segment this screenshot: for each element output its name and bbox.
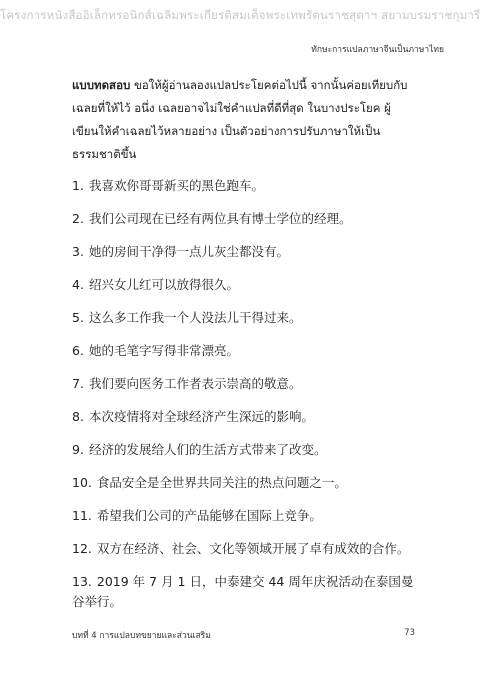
exercise-item bbox=[72, 341, 420, 374]
exercise-item bbox=[72, 176, 420, 209]
item-number: 3. bbox=[72, 244, 84, 259]
item-text: 希望我们公司的产品能够在国际上竞争。 bbox=[96, 508, 322, 523]
page-footer bbox=[72, 628, 415, 642]
item-number: 2. bbox=[72, 211, 84, 226]
item-number: 6. bbox=[72, 343, 84, 358]
exercise-item bbox=[72, 275, 420, 308]
exercise-item bbox=[72, 440, 420, 473]
item-number: 9. bbox=[72, 442, 84, 457]
exercise-item bbox=[72, 539, 420, 572]
exercise-heading: แบบทดสอบ bbox=[72, 78, 131, 92]
exercise-item bbox=[72, 506, 420, 539]
exercise-instruction-text: ขอให้ผู้อ่านลองแปลประโยคต่อไปนี้ จากนั้นค่อยเทียบกับเฉลยที่ให้ไว้ อนึ่ง เฉลยอาจไม่ใช่คำแปลที่ดีที่สุด ในบางประโยค ผู้เขียนให้คำเฉลยไว้หลายอย่าง เป็นตัวอย่างการปรับภาษาให้เป็นธรรมชาติขึ้น bbox=[72, 78, 408, 161]
exercise-item bbox=[72, 209, 420, 242]
item-text: 我喜欢你哥哥新买的黑色跑车。 bbox=[88, 178, 264, 193]
running-head: ทักษะการแปลภาษาจีนเป็นภาษาไทย bbox=[311, 45, 444, 55]
item-text: 2019 年 7 月 1 日，中泰建交 44 周年庆祝活动在泰国曼谷举行。 bbox=[72, 574, 414, 609]
item-text: 这么多工作我一个人没法儿干得过来。 bbox=[88, 310, 302, 325]
exercise-item bbox=[72, 242, 420, 275]
item-number: 1. bbox=[72, 178, 84, 193]
item-number: 10. bbox=[72, 475, 92, 490]
exercise-item bbox=[72, 374, 420, 407]
footer-chapter-title: บทที่ 4 การแปลบทขยายและส่วนเสริม bbox=[72, 631, 211, 641]
page-number: 73 bbox=[404, 628, 415, 638]
item-number: 12. bbox=[72, 541, 92, 556]
item-text: 双方在经济、社会、文化等领域开展了卓有成效的合作。 bbox=[96, 541, 410, 556]
item-text: 本次疫情将对全球经济产生深远的影响。 bbox=[88, 409, 314, 424]
exercise-list bbox=[72, 176, 420, 612]
item-text: 绍兴女儿红可以放得很久。 bbox=[88, 277, 239, 292]
item-number: 4. bbox=[72, 277, 84, 292]
watermark: โครงการหนังสืออิเล็กทรอนิกส์เฉลิมพระเกียรติสมเด็จพระเทพรัตนราชสุดาฯ สยามบรมราชกุมารี bbox=[0, 8, 480, 22]
item-text: 她的毛笔字写得非常漂亮。 bbox=[88, 343, 239, 358]
item-text: 经济的发展给人们的生活方式带来了改变。 bbox=[88, 442, 327, 457]
item-text: 食品安全是全世界共同关注的热点问题之一。 bbox=[96, 475, 347, 490]
item-text: 我们要向医务工作者表示崇高的敬意。 bbox=[88, 376, 302, 391]
item-text: 我们公司现在已经有两位具有博士学位的经理。 bbox=[88, 211, 352, 226]
exercise-instruction bbox=[72, 74, 412, 166]
item-text: 她的房间干净得一点儿灰尘都没有。 bbox=[88, 244, 289, 259]
item-number: 8. bbox=[72, 409, 84, 424]
item-number: 11. bbox=[72, 508, 92, 523]
exercise-item bbox=[72, 308, 420, 341]
exercise-item bbox=[72, 407, 420, 440]
item-number: 5. bbox=[72, 310, 84, 325]
exercise-item bbox=[72, 473, 420, 506]
item-number: 7. bbox=[72, 376, 84, 391]
item-number: 13. bbox=[72, 574, 92, 589]
exercise-item bbox=[72, 572, 420, 612]
